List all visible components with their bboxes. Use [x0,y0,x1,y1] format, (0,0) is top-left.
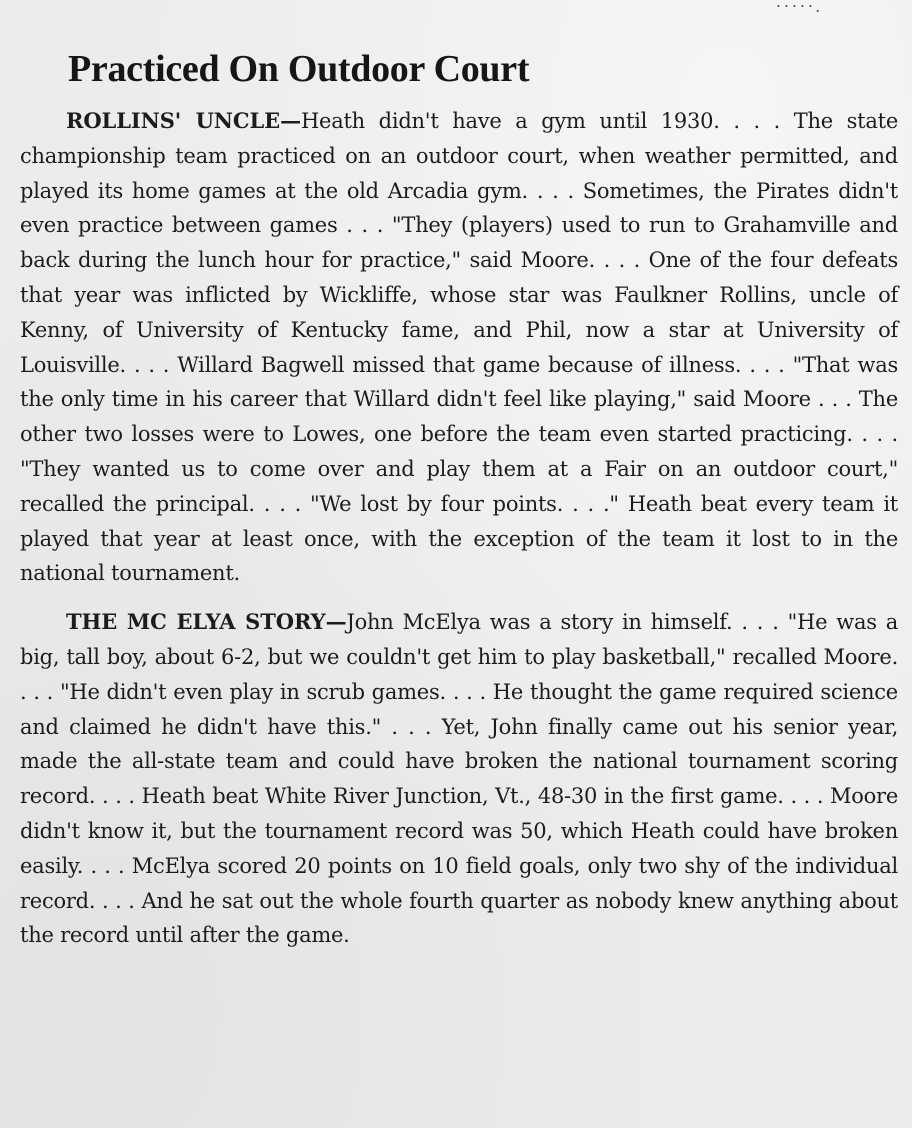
paragraph-lead: ROLLINS' UNCLE— [66,108,301,133]
paragraph-lead: THE MC ELYA STORY— [66,609,347,635]
article-paragraph-mc-elya-story [20,605,898,953]
paragraph-text: John McElya was a story in himself. . . . "He was a big, tall boy, about 6-2, but we couldn't get him to play basketball," recalled Moore. . . . "He didn't even play in scrub games. . . . He thought the game required science and claimed he didn't have this." . . . Yet, John finally came out his senior year, made the all-state team and could have broken the national tournament scoring record. . . . Heath beat White River Junction, Vt., 48-30 in the first game. . . . Moore didn't know it, but the tournament record was 50, which Heath could have broken easily. . . . McElya scored 20 points on 10 field goals, only two shy of the individual record. . . . And he sat out the whole fourth quarter as nobody knew anything about the record until after the game. [20,610,898,948]
page-edge-mark: ·····. [775,0,822,16]
headline: Practiced On Outdoor Court [68,48,530,90]
paragraph-text: Heath didn't have a gym until 1930. . . . The state championship team practiced on an outdoor court, when weather permitted, and played its home games at the old Arcadia gym. . . . Sometimes, the Pirates didn't even practice between games . . . "They (players) used to run to Grahamville and back during the lunch hour for practice," said Moore. . . . One of the four defeats that year was inflicted by Wickliffe, whose star was Faulkner Rollins, uncle of Kenny, of University of Kentucky fame, and Phil, now a star at University of Louisville. . . . Willard Bagwell missed that game because of illness. . . . "That was the only time in his career that Willard didn't feel like playing," said Moore . . . The other two losses were to Lowes, one before the team even started practicing. . . . "They wanted us to come over and play them at a Fair on an outdoor court," recalled the principal. . . . "We lost by four points. . . ." Heath beat every team it played that year at least once, with the exception of the team it lost to in the national tournament. [20,109,898,586]
article-paragraph-rollins-uncle [20,104,898,591]
